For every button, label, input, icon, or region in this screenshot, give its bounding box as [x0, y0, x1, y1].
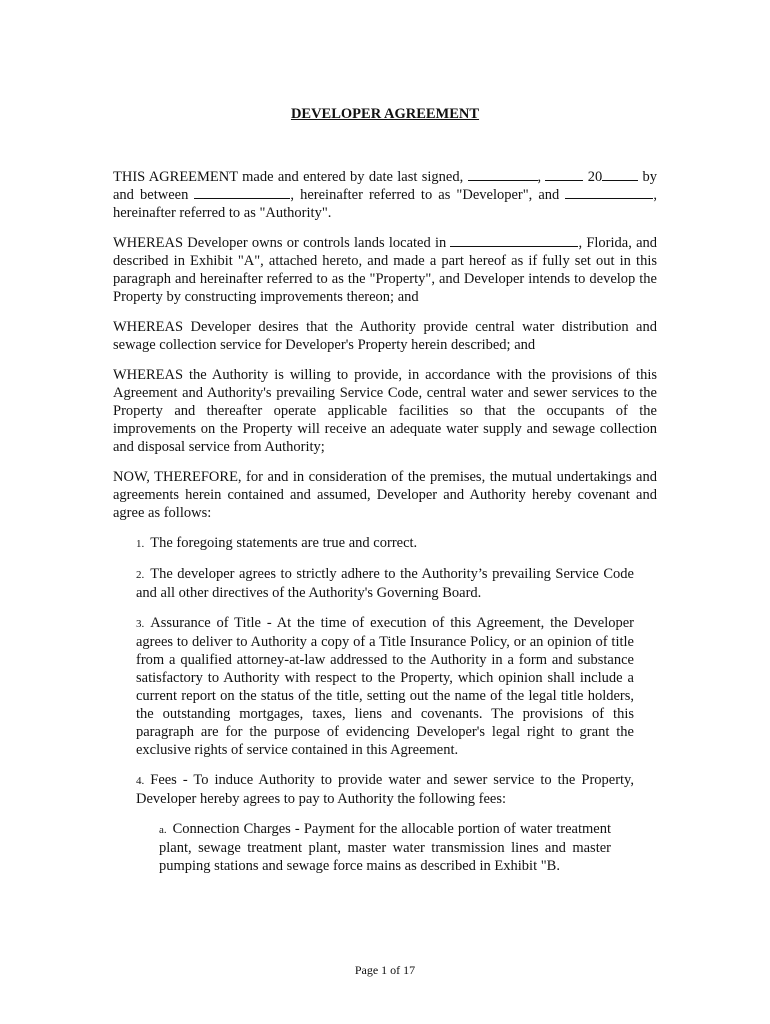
item-text: The developer agrees to strictly adhere to the Authority’s prevailing Service Code and all other directives of the Authority's Governing Board.	[136, 566, 634, 601]
document-title: DEVELOPER AGREEMENT	[290, 106, 480, 122]
day-blank[interactable]	[545, 168, 583, 181]
item-text: Assurance of Title - At the time of execution of this Agreement, the Developer agrees to deliver to Authority a copy of a Title Insurance Policy, or an opinion of title from a qualified attorney-at-law addressed to the Authority in a form and substance satisfactory to Authority with respect to the Property, which opinion shall include a current report on the status of the title, setting out the name of the legal title holders, the outstanding mortgages, taxes, liens and covenants. The provisions of this paragraph are for the purpose of evidencing Developer's legal right to grant the exclusive rights of service contained in this Agreement.	[136, 615, 634, 758]
whereas1-text-a: WHEREAS Developer owns or controls lands located in	[113, 235, 447, 251]
developer-blank[interactable]	[194, 186, 290, 199]
whereas-paragraph-2: WHEREAS Developer desires that the Authority provide central water distribution and sewage collection service for Developer's Property herein described; and	[113, 319, 657, 353]
whereas-paragraph-1	[113, 234, 657, 306]
intro-text-6: , hereinafter referred to as "Authority".	[113, 187, 657, 221]
list-item	[136, 565, 634, 602]
item-number: 3.	[136, 618, 145, 630]
subitem-letter: a.	[159, 824, 167, 836]
intro-text-4: by and between	[113, 169, 658, 203]
location-blank[interactable]	[450, 234, 578, 247]
list-item	[136, 534, 634, 553]
subitem-text: Connection Charges - Payment for the allocable portion of water treatment plant, sewage treatment plant, master water transmission lines and master pumping stations and sewage force mains as described in Exhibit "B.	[159, 821, 611, 874]
year-blank[interactable]	[602, 168, 638, 181]
intro-text-5: , hereinafter referred to as "Developer", and	[290, 187, 560, 203]
page-footer: Page 1 of 17	[354, 963, 416, 977]
list-item	[136, 614, 634, 759]
now-therefore-paragraph: NOW, THEREFORE, for and in consideration of the premises, the mutual undertakings and agreements herein contained and assumed, Developer and Authority hereby covenant and agree as follows:	[113, 469, 657, 521]
intro-text-1: THIS AGREEMENT made and entered by date last signed,	[113, 169, 464, 185]
list-item	[136, 771, 634, 808]
sub-list-item	[159, 820, 611, 875]
authority-blank[interactable]	[565, 186, 653, 199]
intro-text-3: 20	[587, 169, 603, 185]
whereas1-text-b: , Florida, and described in Exhibit "A", attached hereto, and made a part hereof as if fully set out in this paragraph and hereinafter referred to as the "Property", and Developer intends to develop the Property by constructing improvements thereon; and	[113, 235, 657, 305]
item-number: 4.	[136, 775, 145, 787]
intro-text-2: ,	[537, 169, 542, 185]
item-number: 2.	[136, 569, 145, 581]
whereas-paragraph-3: WHEREAS the Authority is willing to provide, in accordance with the provisions of this Agreement and Authority's prevailing Service Code, central water and sewer services to the Property and thereafter operate applicable facilities so that the occupants of the improvements on the Property will receive an adequate water supply and sewage collection and disposal service from Authority;	[113, 367, 657, 455]
item-text: Fees - To induce Authority to provide water and sewer service to the Property, Developer hereby agrees to pay to Authority the following fees:	[136, 772, 634, 807]
intro-paragraph	[113, 168, 657, 222]
item-number: 1.	[136, 538, 145, 550]
document-body	[113, 168, 657, 887]
date-blank[interactable]	[468, 168, 538, 181]
item-text: The foregoing statements are true and correct.	[150, 535, 418, 551]
